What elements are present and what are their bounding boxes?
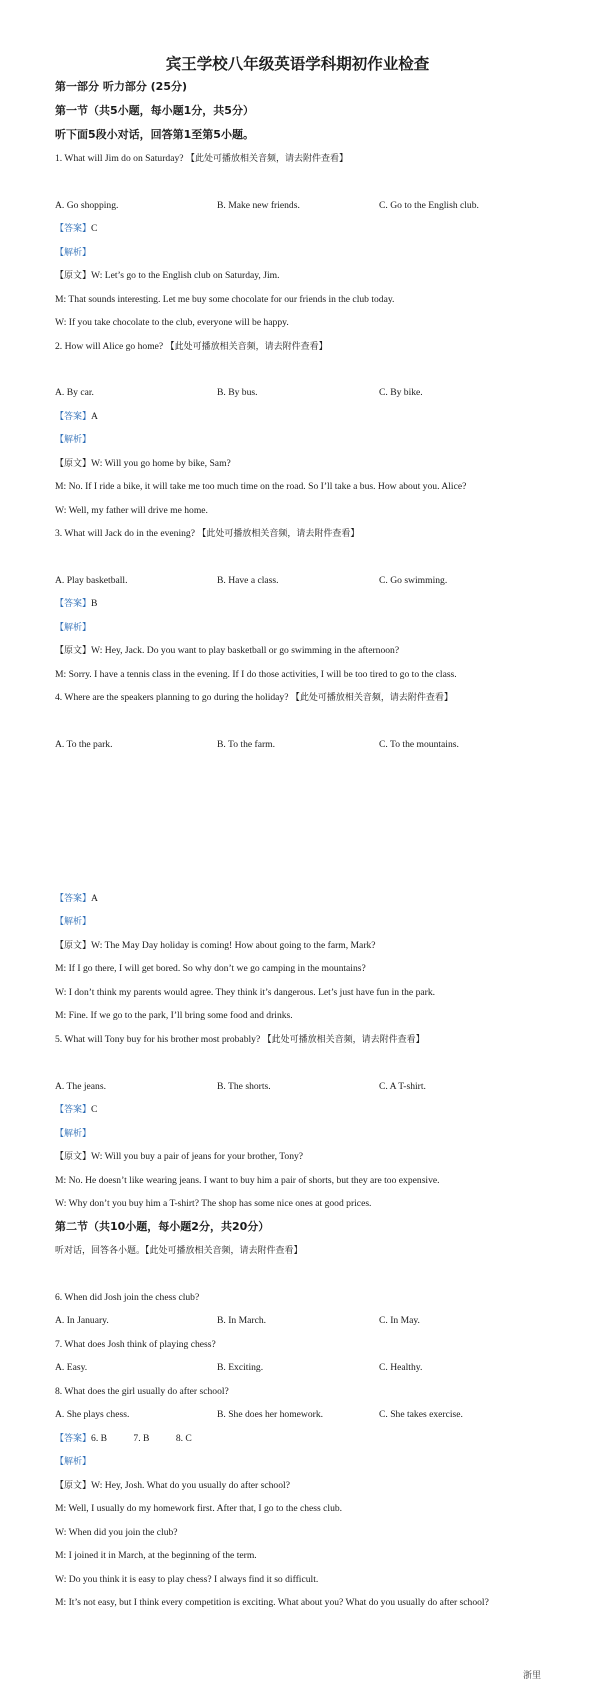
q2-option-c: C. By bike.: [379, 387, 423, 398]
q7-option-c: C. Healthy.: [379, 1362, 423, 1373]
question-6: 6. When did Josh join the chess club?: [55, 1292, 200, 1303]
instruction-1: 听下面5段小对话，回答第1至第5小题。: [55, 128, 254, 141]
q2-option-a: A. By car.: [55, 387, 94, 398]
question-5: 5. What will Tony buy for his brother most probably? 【此处可播放相关音频，请去附件查看】: [55, 1034, 425, 1045]
audio-link[interactable]: 【此处可播放相关音频，请去附件查看】: [262, 1035, 425, 1045]
question-2: 2. How will Alice go home? 【此处可播放相关音频，请去附件查看】: [55, 341, 328, 352]
q3-option-b: B. Have a class.: [217, 575, 279, 586]
section-heading-2: 第二节（共10小题，每小题2分，共20分）: [55, 1220, 270, 1233]
q4-answer: 【答案】A: [55, 893, 98, 904]
q8-option-a: A. She plays chess.: [55, 1409, 130, 1420]
page-title: 宾王学校八年级英语学科期初作业检查: [165, 55, 430, 73]
q2-transcript-line: 【原文】W: Will you go home by bike, Sam?: [55, 458, 231, 469]
question-8: 8. What does the girl usually do after school?: [55, 1386, 229, 1397]
q5-transcript-line: 【原文】W: Will you buy a pair of jeans for your brother, Tony?: [55, 1151, 304, 1162]
q1-transcript-line: W: If you take chocolate to the club, everyone will be happy.: [55, 317, 289, 328]
transcript-line-6-8: M: I joined it in March, at the beginning of the term.: [55, 1550, 257, 1561]
q6-option-b: B. In March.: [217, 1315, 267, 1326]
q2-answer: 【答案】A: [55, 411, 98, 422]
audio-link[interactable]: 【此处可播放相关音频，请去附件查看】: [185, 154, 348, 164]
q4-option-b: B. To the farm.: [217, 739, 276, 750]
answers-6-8: 【答案】6. B 7. B 8. C: [55, 1433, 192, 1444]
q3-option-a: A. Play basketball.: [55, 575, 128, 586]
q4-transcript-line: W: I don’t think my parents would agree. They think it’s dangerous. Let’s just have fun in the park.: [55, 987, 436, 998]
question-3: 3. What will Jack do in the evening? 【此处可播放相关音频，请去附件查看】: [55, 528, 360, 539]
q6-option-c: C. In May.: [379, 1315, 420, 1326]
q1-transcript-line: 【原文】W: Let’s go to the English club on Saturday, Jim.: [55, 270, 280, 281]
q1-option-a: A. Go shopping.: [55, 200, 119, 211]
q5-transcript-line: M: No. He doesn’t like wearing jeans. I want to buy him a pair of shorts, but they are too expensive.: [55, 1175, 440, 1186]
audio-link[interactable]: 【此处可播放相关音频，请去附件查看】: [290, 693, 453, 703]
q5-transcript-line: W: Why don’t you buy him a T-shirt? The shop has some nice ones at good prices.: [55, 1198, 372, 1209]
q5-analysis-label: 【解析】: [55, 1129, 92, 1139]
q2-transcript-line: W: Well, my father will drive me home.: [55, 505, 208, 516]
q8-option-b: B. She does her homework.: [217, 1409, 324, 1420]
q4-transcript-line: M: Fine. If we go to the park, I’ll bring some food and drinks.: [55, 1010, 293, 1021]
q2-analysis-label: 【解析】: [55, 435, 92, 445]
transcript-line-6-8: W: Do you think it is easy to play chess? I always find it so difficult.: [55, 1574, 319, 1585]
q5-option-b: B. The shorts.: [217, 1081, 271, 1092]
q2-option-b: B. By bus.: [217, 387, 258, 398]
q3-analysis-label: 【解析】: [55, 623, 92, 633]
transcript-line-6-8: M: Well, I usually do my homework first. After that, I go to the chess club.: [55, 1503, 343, 1514]
section-heading-1: 第一节（共5小题，每小题1分，共5分）: [55, 104, 254, 117]
instruction-2: 听对话，回答各小题。【此处可播放相关音频，请去附件查看】: [55, 1246, 303, 1256]
audio-link[interactable]: 【此处可播放相关音频，请去附件查看】: [197, 529, 360, 539]
part-heading: 第一部分 听力部分 (25分): [55, 80, 188, 93]
question-4: 4. Where are the speakers planning to go during the holiday? 【此处可播放相关音频，请去附件查看】: [55, 692, 453, 703]
q7-option-b: B. Exciting.: [217, 1362, 264, 1373]
q3-transcript-line: 【原文】W: Hey, Jack. Do you want to play basketball or go swimming in the afternoon?: [55, 645, 400, 656]
question-1: 1. What will Jim do on Saturday? 【此处可播放相关音频，请去附件查看】: [55, 153, 348, 164]
q1-option-c: C. Go to the English club.: [379, 200, 479, 211]
q6-option-a: A. In January.: [55, 1315, 109, 1326]
q3-transcript-line: M: Sorry. I have a tennis class in the evening. If I do those activities, I will be too tired to go to the class.: [55, 669, 457, 680]
q5-option-a: A. The jeans.: [55, 1081, 106, 1092]
q5-option-c: C. A T-shirt.: [379, 1081, 426, 1092]
transcript-line-6-8: 【原文】W: Hey, Josh. What do you usually do after school?: [55, 1480, 290, 1491]
q7-option-a: A. Easy.: [55, 1362, 88, 1373]
q3-option-c: C. Go swimming.: [379, 575, 448, 586]
page-footer: 浙里: [523, 1671, 542, 1681]
q1-analysis-label: 【解析】: [55, 248, 92, 258]
transcript-line-6-8: M: It’s not easy, but I think every competition is exciting. What about you? What do you usually do after school?: [55, 1597, 489, 1608]
q3-answer: 【答案】B: [55, 598, 98, 609]
question-7: 7. What does Josh think of playing chess?: [55, 1339, 216, 1350]
q2-transcript-line: M: No. If I ride a bike, it will take me too much time on the road. So I’ll take a bus. How about you. Alice?: [55, 481, 467, 492]
q4-transcript-line: 【原文】W: The May Day holiday is coming! How about going to the farm, Mark?: [55, 940, 376, 951]
q4-option-c: C. To the mountains.: [379, 739, 459, 750]
analysis-label-6-8: 【解析】: [55, 1457, 92, 1467]
q8-option-c: C. She takes exercise.: [379, 1409, 463, 1420]
q4-option-a: A. To the park.: [55, 739, 113, 750]
q4-transcript-line: M: If I go there, I will get bored. So why don’t we go camping in the mountains?: [55, 963, 366, 974]
audio-link[interactable]: 【此处可播放相关音频，请去附件查看】: [165, 342, 328, 352]
q1-option-b: B. Make new friends.: [217, 200, 300, 211]
q1-transcript-line: M: That sounds interesting. Let me buy some chocolate for our friends in the club today.: [55, 294, 395, 305]
transcript-line-6-8: W: When did you join the club?: [55, 1527, 178, 1538]
q5-answer: 【答案】C: [55, 1104, 98, 1115]
q1-answer: 【答案】C: [55, 223, 98, 234]
q4-analysis-label: 【解析】: [55, 917, 92, 927]
